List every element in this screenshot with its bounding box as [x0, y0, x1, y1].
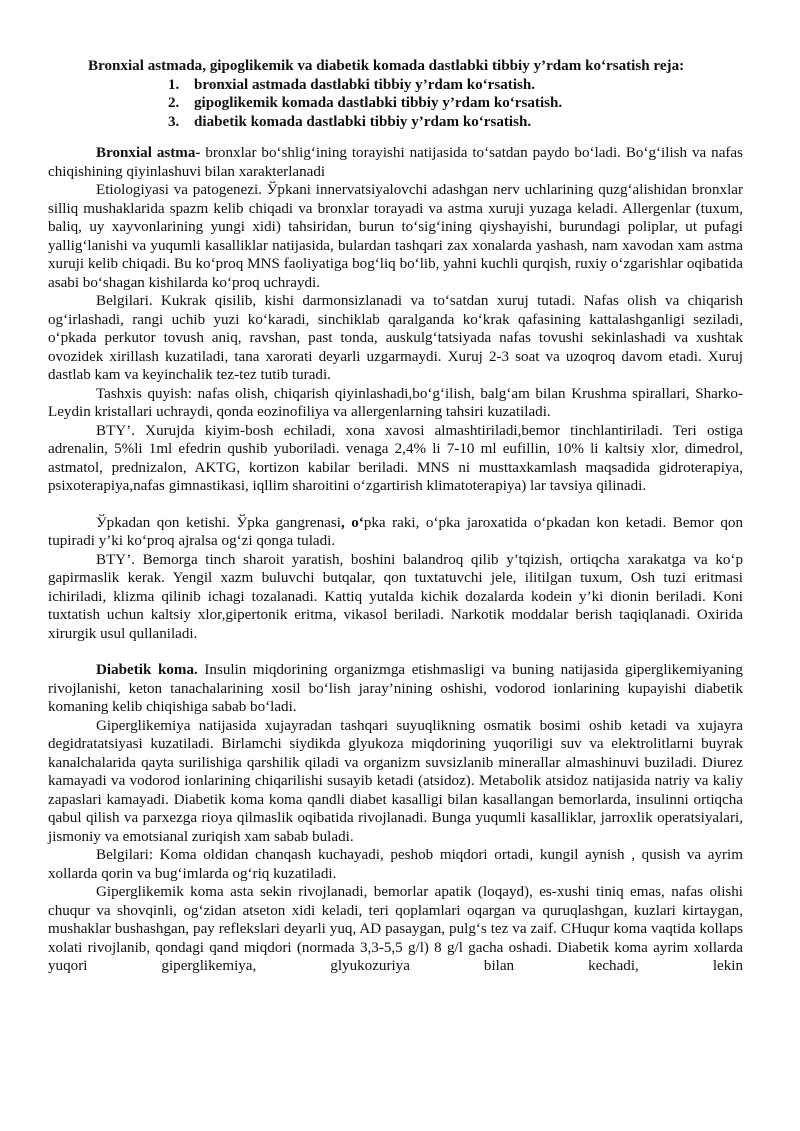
diabetic-intro-paragraph [48, 661, 743, 717]
plan-list [48, 76, 743, 132]
asthma-signs-paragraph: Belgilari. Kukrak qisilib, kishi darmonsizlanadi va to‘satdan xuruj tutadi. Nafas olish va chiqarish og‘irlashadi, rangi uchib yuzi ko‘karadi, sinchiklab qaralganda ko‘krak qafasining kattalashganligi seziladi, o‘pkada perkutor tovush aniq, ravshan, past tonda, auskulg‘tatsiyada nafas tovushi sekinlashadi va xushtak ovozidek xirillash kuzatiladi, tana xarorati deyarli uzgarmaydi. Xuruj 2-3 soat va uzoqroq davom etadi. Xuruj dastlab kam va keyinchalik tez-tez tutib turadi. [48, 293, 743, 383]
plan-item [168, 76, 743, 95]
diabetic-intro-text: Insulin miqdorining organizmga etishmasligi va buning natijasida giperglikemiyaning rivojlanishi, keton tanachalarining xosil bo‘lish jaray’nining oshishi, vodorod ionlarining kupayishi diabetik komaning kelib chiqishiga sabab bo‘ladi. [48, 662, 743, 715]
diabetic-term: Diabetik koma. [96, 662, 198, 678]
plan-item-text: gipoglikemik komada dastlabki tibbiy y’rdam ko‘rsatish. [194, 95, 563, 111]
plan-item-text: diabetik komada dastlabki tibbiy y’rdam ko‘rsatish. [194, 113, 532, 130]
plan-item [168, 113, 743, 132]
plan-item-number: 2. [168, 95, 180, 111]
plan-item-number: 1. [168, 76, 180, 93]
asthma-term: Bronxial astma- [96, 145, 201, 161]
asthma-intro-paragraph [48, 144, 743, 181]
plan-item-number: 3. [168, 113, 180, 130]
diabetic-signs-paragraph: Belgilari: Koma oldidan chanqash kuchayadi, peshob miqdori ortadi, kungil aynish , qusish va ayrim xollarda qorin va bug‘imlarda og‘riq kuzatiladi. [48, 847, 743, 882]
lung-bleeding-aid-paragraph: BTY’. Bemorga tinch sharoit yaratish, boshini balandroq qilib y’tqizish, ortiqcha xarakatga va ko‘p gapirmaslik kerak. Yengil xazm buluvchi butqalar, qon tuxtatuvchi jele, ilitilgan tuxum, Osh tuzi eritmasi ichiriladi, klizma qilinib ichagi tozalanadi. Kattiq yutalda kichik dozalarda kodein y’ki dionin beriladi. Koni tuxtatish uchun kaltsiy xlor,gipertonik eritma, vikasol beriladi. Narkotik moddalar berish taqiqlanadi. Oxirida xirurgik usul qullaniladi. [48, 551, 743, 642]
plan-item-text: bronxial astmada dastlabki tibbiy y’rdam ko‘rsatish. [194, 76, 536, 93]
diabetic-hyperglycemia-paragraph: Giperglikemiya natijasida xujayradan tashqari suyuqlikning osmatik bosimi oshib ketadi va xujayra degidratatsiyasi kuzatiladi. Birlamchi siydikda glyukoza miqdorining yuqoriligi suv va elektrolitlarni buyrak kanalchalarida qayta surilishiga qarshilik qiladi va organizm suvsizlanib minerallar almashinuvi buziladi. Diurez kamayadi va vodorod ionlarining chiqarilishi susayib ketadi (atsidoz). Metabolik atsidoz natijasida natriy va kaliy zapaslari kamayadi. Diabetik koma koma qandli diabet kasalligi bilan kasallangan bemorlarda, insulinni ortiqcha qabul qilish va parxezga rioya qilmaslik oqibatida rivojlanadi. Bunga yuqumli kasalliklar, jarroxlik operatsiyalari, jismoniy va emotsianal zuriqish xam sabab buladi. [48, 717, 743, 845]
plan-item [168, 94, 743, 113]
lung-bleeding-intro-bold: , o‘ [340, 514, 364, 531]
lung-bleeding-intro-b: pka raki, o‘pka jaroxatida o‘pkadan kon ketadi. Bemor qon tupiradi y’ki ko‘proq ajralsa og‘zi qonga tuladi. [48, 514, 744, 549]
lung-bleeding-intro-paragraph [48, 514, 743, 551]
asthma-aid-paragraph: BTY’. Xurujda kiyim-bosh echiladi, xona xavosi almashtiriladi,bemor tinchlantiriladi. Teri ostiga adrenalin, 5%li 1ml efedrin qushib yuboriladi. venaga 2,4% li 7-10 ml eufillin, 10% li kaltsiy xlor, dimedrol, astmatol, prednizalon, AKTG, kortizon kabilar beriladi. MNS ni musttaxkamlash maqsadida gidroterapiya, psixoterapiya,nafas gimnastikasi, iqllim sharoitini o‘zgartirish klimatoterapiya) lar tavsiya qilinadi. [48, 422, 743, 494]
diabetic-course-paragraph: Giperglikemik koma asta sekin rivojlanadi, bemorlar apatik (loqayd), es-xushi tiniq emas, nafas olishi chuqur va shovqinli, og‘zidan atseton xidi keladi, teri qoplamlari oqargan va quruqlashgan, kuzlari kirtaygan, mushaklar bushashgan, pay reflekslari deyarli yuq, AD pasaygan, pulg‘s tez va zaif. CHuqur koma vaqtida kollaps xolati rivojlanib, qondagi qand miqdori (normada 3,3-5,5 g/l) 8 g/l gacha oshadi. Diabetik koma ayrim xollarda yuqori giperglikemiya, glyukozuriya bilan kechadi, lekin [48, 884, 743, 974]
asthma-intro-text: bronxlar bo‘shlig‘ining torayishi natijasida to‘satdan paydo bo‘ladi. Bo‘g‘ilish va nafas chiqishining qiyinlashuvi bilan xarakterlanadi [48, 145, 743, 180]
lung-bleeding-intro-a: Ўpkadan qon ketishi. Ўpka gangrenasi [96, 514, 341, 531]
document-title: Bronxial astmada, gipoglikemik va diabetik komada dastlabki tibbiy y’rdam ko‘rsatish reja: [88, 58, 685, 74]
asthma-etiology-paragraph: Etiologiyasi va patogenezi. Ўpkani innervatsiyalovchi adashgan nerv uchlarining quzg‘alishidan bronxlar silliq mushaklarida spazm kelib chiqadi va bronxlar torayadi va astma xuruji yuzaga keladi. Allergenlar (tuxum, baliq, uy xayvonlarining yungi xidi) tahsiridan, burun to‘sig‘ining qiyshayishi, burundagi poliplar, ut pufagi yallig‘lanishi va yuqumli kasalliklar natijasida, bulardan tashqari zax xonalarda yashash, nam xavodan xam astma xuruji kelib chiqadi. Bu ko‘proq MNS faoliyatiga bog‘liq bo‘lib, yahni kuchli qurqish, ruxiy o‘zgarishlar oqibatida asabi bo‘shagan kishilarda ko‘proq uchraydi. [48, 182, 743, 291]
asthma-diagnosis-paragraph: Tashxis quyish: nafas olish, chiqarish qiyinlashadi,bo‘g‘ilish, balg‘am bilan Krushma spirallari, Sharko-Leydin kristallari uchraydi, qonda eozinofiliya va allergenlarning tahsiri kuzatiladi. [48, 385, 743, 420]
